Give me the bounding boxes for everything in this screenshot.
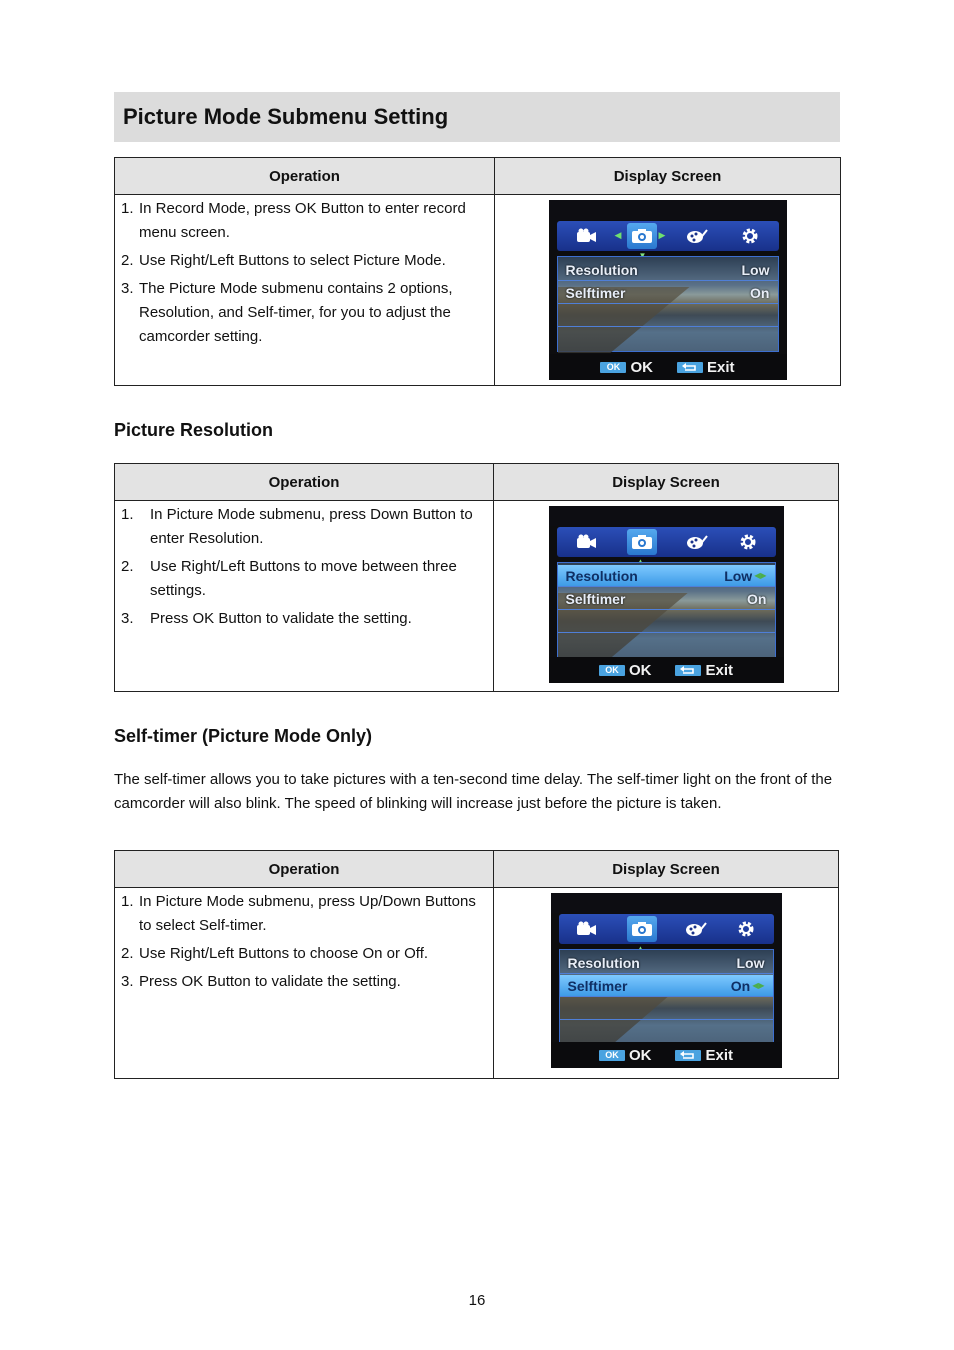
- operation-cell: [115, 888, 494, 1079]
- step-text: Press OK Button to validate the setting.: [150, 610, 412, 627]
- step-number: 2.: [121, 558, 134, 575]
- camera-mode-icon: [627, 529, 657, 555]
- display-screen-cell: [495, 195, 841, 386]
- table-row: [115, 888, 839, 1079]
- background-photo: [557, 562, 776, 658]
- screen-bottom-bar: [549, 657, 784, 683]
- gear-icon: [735, 223, 765, 249]
- camera-mode-icon: [627, 223, 657, 249]
- menu-row-label: Resolution: [565, 567, 638, 584]
- steps-list: [115, 501, 493, 631]
- steps-list: [115, 888, 493, 994]
- step-text: In Picture Mode submenu, press Down Button to enter Resolution.: [150, 506, 473, 547]
- menu-row-resolution: [558, 259, 778, 281]
- display-screen-cell: [494, 888, 839, 1079]
- menu-icon-row: [557, 527, 776, 557]
- menu-row-value: On: [747, 590, 767, 607]
- return-icon: [677, 362, 703, 373]
- menu-icon-row: [559, 914, 774, 944]
- menu-icon-row: [557, 221, 779, 251]
- list-item: [121, 197, 490, 245]
- display-screen-header: Display Screen: [494, 851, 839, 888]
- operation-header: Operation: [115, 158, 495, 195]
- operation-cell: [115, 195, 495, 386]
- ok-chip: OK: [599, 665, 625, 676]
- menu-row-value: On: [730, 977, 751, 994]
- menu-row-value-wrap: [724, 568, 766, 584]
- left-arrow-icon: ◀: [614, 230, 622, 240]
- list-item: [121, 555, 489, 603]
- step-number: 1.: [121, 893, 134, 910]
- step-text: Use Right/Left Buttons to move between three settings.: [150, 558, 457, 599]
- list-item: [121, 890, 489, 938]
- step-text: Use Right/Left Buttons to choose On or Off.: [139, 945, 429, 962]
- gear-icon: [731, 916, 761, 942]
- ok-hint: [599, 1047, 652, 1064]
- list-item: [121, 942, 489, 966]
- page-title: Picture Mode Submenu Setting: [123, 104, 449, 129]
- gear-icon: [733, 529, 763, 555]
- screen-bottom-bar: [551, 1042, 782, 1068]
- menu-row-label: Selftimer: [567, 977, 628, 994]
- display-screen-header: Display Screen: [494, 464, 839, 501]
- exit-hint: [675, 662, 733, 679]
- list-item: [121, 503, 489, 551]
- camera-menu-screen: [549, 506, 784, 683]
- camera-mode-icon: [627, 916, 657, 942]
- list-item: [121, 249, 490, 273]
- section-title-banner: [114, 92, 840, 142]
- self-timer-description: The self-timer allows you to take pictures with a ten-second time delay. The self-timer light on the front of the camcorder will also blink. The speed of blinking will increase just before the picture is taken.: [114, 771, 833, 812]
- step-text: In Picture Mode submenu, press Up/Down Buttons to select Self-timer.: [139, 893, 476, 934]
- menu-row-resolution: [558, 565, 775, 587]
- operation-cell: [115, 501, 494, 692]
- video-mode-icon: [571, 223, 601, 249]
- menu-row-label: Resolution: [567, 954, 640, 971]
- exit-label: Exit: [705, 1046, 733, 1064]
- step-number: 3.: [121, 973, 134, 990]
- screen-top-bar: [549, 506, 784, 526]
- ok-label: OK: [628, 1046, 652, 1064]
- step-number: 2.: [121, 252, 134, 269]
- ok-label: OK: [630, 358, 653, 376]
- picture-mode-table: [114, 157, 841, 386]
- ok-label: OK: [628, 661, 652, 679]
- screen-top-bar: [549, 200, 787, 220]
- step-number: 3.: [121, 280, 134, 297]
- step-text: The Picture Mode submenu contains 2 options, Resolution, and Self-timer, for you to adjust the camcorder setting.: [139, 280, 453, 345]
- menu-row-value: Low: [741, 261, 770, 278]
- operation-header: Operation: [115, 851, 494, 888]
- table-header-row: [115, 464, 839, 501]
- menu-row-empty: [558, 305, 778, 327]
- video-mode-icon: [571, 916, 601, 942]
- return-icon: [675, 1050, 701, 1061]
- menu-row-selftimer: [558, 282, 778, 304]
- table-row: [115, 501, 839, 692]
- screen-bottom-bar: [549, 354, 787, 380]
- ok-hint: [599, 662, 652, 679]
- menu-row-resolution: [560, 952, 773, 974]
- page-number: 16: [468, 1292, 486, 1309]
- screen-top-bar: [551, 893, 782, 913]
- background-photo: [559, 949, 774, 1045]
- step-text: Press OK Button to validate the setting.: [139, 973, 401, 990]
- camera-menu-screen: [551, 893, 782, 1068]
- list-item: [121, 607, 489, 631]
- effect-palette-icon: [682, 223, 712, 249]
- operation-header: Operation: [115, 464, 494, 501]
- ok-chip: OK: [600, 362, 626, 373]
- list-item: [121, 970, 489, 994]
- step-number: 1.: [121, 200, 134, 217]
- ok-chip: OK: [599, 1050, 625, 1061]
- video-mode-icon: [571, 529, 601, 555]
- menu-row-label: Resolution: [565, 261, 638, 278]
- left-right-arrows-icon: ◀▶: [752, 981, 765, 990]
- exit-hint: [677, 359, 735, 376]
- list-item: [121, 277, 490, 349]
- table-row: [115, 195, 841, 386]
- menu-row-label: Selftimer: [565, 284, 626, 301]
- menu-row-label: Selftimer: [565, 590, 626, 607]
- exit-hint: [675, 1047, 733, 1064]
- effect-palette-icon: [682, 529, 712, 555]
- step-number: 2.: [121, 945, 134, 962]
- table-header-row: [115, 851, 839, 888]
- display-screen-cell: [494, 501, 839, 692]
- exit-label: Exit: [705, 661, 733, 679]
- menu-row-selftimer: [558, 588, 775, 610]
- camera-menu-screen: [549, 200, 787, 380]
- menu-row-selftimer: [560, 975, 773, 997]
- display-screen-header: Display Screen: [495, 158, 841, 195]
- picture-resolution-heading: Picture Resolution: [114, 420, 274, 440]
- menu-row-value-wrap: [731, 978, 765, 994]
- step-number: 3.: [121, 610, 134, 627]
- exit-label: Exit: [706, 358, 735, 376]
- menu-row-value: On: [750, 284, 770, 301]
- step-text: Use Right/Left Buttons to select Picture Mode.: [139, 252, 446, 269]
- steps-list: [115, 195, 494, 349]
- self-timer-heading: Self-timer (Picture Mode Only): [114, 726, 373, 746]
- menu-row-value: Low: [736, 954, 765, 971]
- menu-row-empty: [560, 998, 773, 1020]
- right-arrow-icon: ▶: [658, 230, 666, 240]
- ok-hint: [600, 359, 653, 376]
- left-right-arrows-icon: ◀▶: [754, 571, 767, 580]
- self-timer-table: [114, 850, 839, 1079]
- table-header-row: [115, 158, 841, 195]
- return-icon: [675, 665, 701, 676]
- background-photo: [557, 256, 779, 352]
- effect-palette-icon: [681, 916, 711, 942]
- menu-row-value: Low: [724, 567, 753, 584]
- step-text: In Record Mode, press OK Button to enter record menu screen.: [139, 200, 466, 241]
- menu-row-empty: [558, 611, 775, 633]
- picture-resolution-table: [114, 463, 839, 692]
- step-number: 1.: [121, 506, 134, 523]
